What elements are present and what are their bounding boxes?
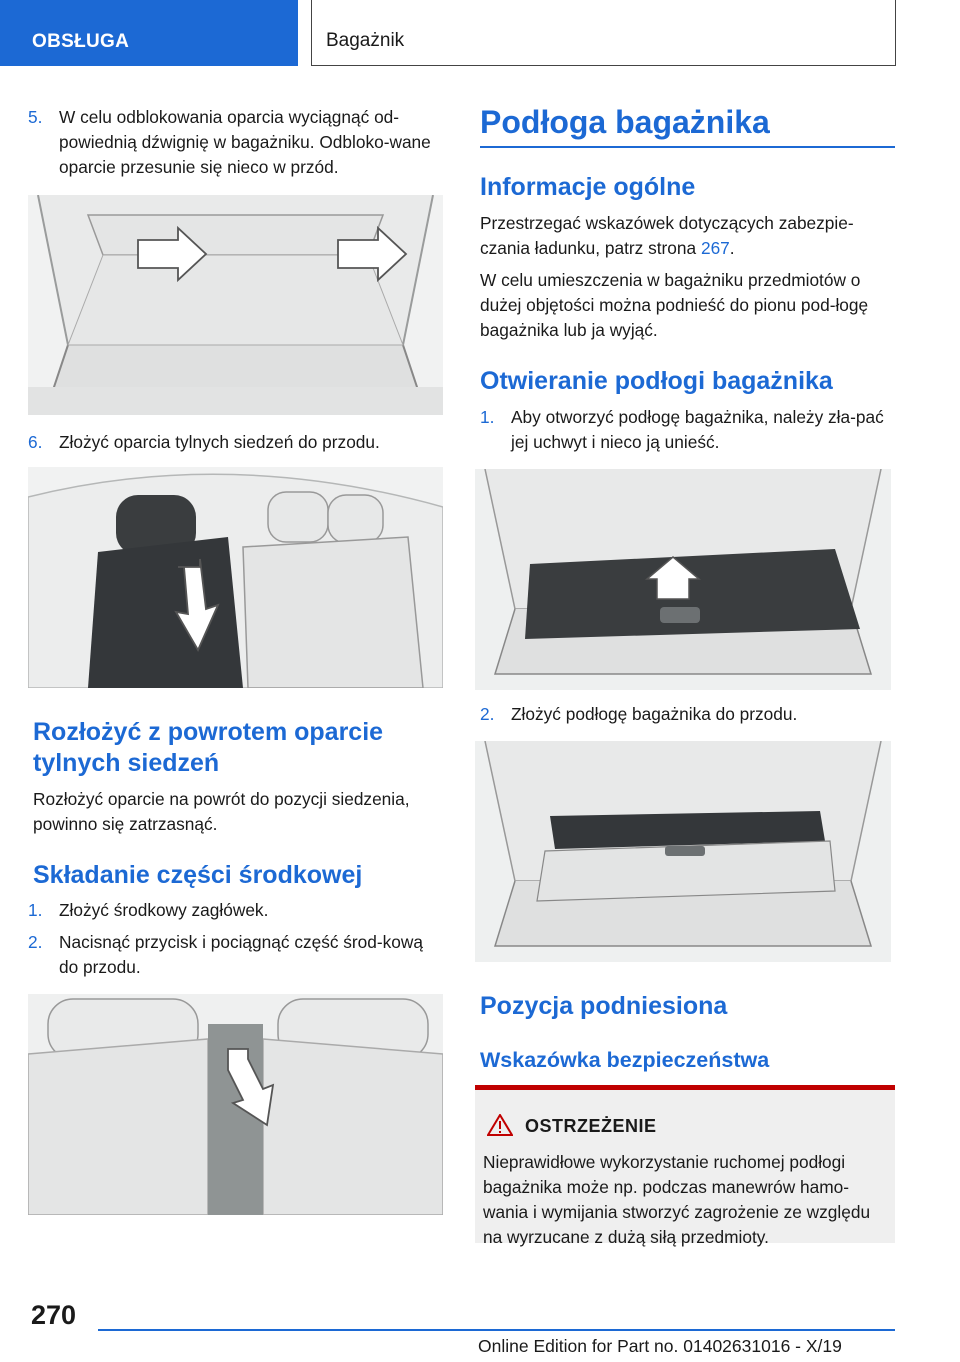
figure-center-section xyxy=(28,994,443,1215)
figure-lift-floor xyxy=(475,469,891,690)
chapter-label: Bagażnik xyxy=(326,30,405,51)
step-5 xyxy=(28,105,444,180)
paragraph-info-2: W celu umieszczenia w bagażniku przedmiotów o dużej objętości można podnieść do pionu pod-łogę bagażnika lub ja wyjąć. xyxy=(480,270,869,340)
step-number: 2. xyxy=(480,704,495,724)
step-number: 2. xyxy=(28,932,43,952)
step-text: Nacisnąć przycisk i pociągnąć część środ-kową do przodu. xyxy=(59,932,424,977)
page-title: Podłoga bagażnika xyxy=(480,104,770,140)
step-text: Złożyć oparcia tylnych siedzeń do przodu. xyxy=(59,432,380,452)
title-rule xyxy=(480,146,895,148)
heading-raised-position: Pozycja podniesiona xyxy=(480,992,728,1020)
warning-title: OSTRZEŻENIE xyxy=(525,1116,657,1136)
center-step-2 xyxy=(28,930,444,980)
footer-rule xyxy=(98,1329,895,1331)
heading-safety-note: Wskazówka bezpieczeństwa xyxy=(480,1048,770,1072)
step-text: Złożyć podłogę bagażnika do przodu. xyxy=(511,704,798,724)
paragraph-unfold: Rozłożyć oparcie na powrót do pozycji siedzenia, powinno się zatrzasnąć. xyxy=(33,789,410,834)
figure-trunk-release-levers xyxy=(28,195,443,415)
center-step-1 xyxy=(28,898,444,923)
step-number: 1. xyxy=(480,407,495,427)
page-link[interactable]: 267 xyxy=(700,238,730,258)
paragraph-info-1 xyxy=(480,211,898,261)
heading-unfold-seat: Rozłożyć z powrotem oparcie tylnych siedzeń xyxy=(33,718,384,777)
step-text: W celu odblokowania oparcia wyciągnąć od-powiednią dźwignię w bagażniku. Odbloko-wane oparcie przesunie się nieco w przód. xyxy=(59,107,431,177)
step-text: Aby otworzyć podłogę bagażnika, należy zła-pać jej uchwyt i nieco ją unieść. xyxy=(511,407,884,452)
paragraph-text: Przestrzegać wskazówek dotyczących zabezpie-czania ładunku, patrz strona xyxy=(480,213,854,258)
step-number: 6. xyxy=(28,432,43,452)
step-text: Złożyć środkowy zagłówek. xyxy=(59,900,269,920)
figure-fold-floor xyxy=(475,741,891,962)
paragraph-text: . xyxy=(729,238,735,258)
section-tab xyxy=(0,0,298,66)
warning-text: Nieprawidłowe wykorzystanie ruchomej podłogi bagażnika może np. podczas manewrów hamo-wania i wymijania stworzyć zagrożenie ze względu na wyrzucane z dużą siłą przedmioty. xyxy=(483,1152,871,1247)
heading-open-floor: Otwieranie podłogi bagażnika xyxy=(480,367,833,395)
section-label: OBSŁUGA xyxy=(32,31,130,52)
heading-center-fold: Składanie części środkowej xyxy=(33,861,363,889)
page-number: 270 xyxy=(31,1300,77,1330)
warning-box xyxy=(475,1085,895,1247)
step-6 xyxy=(28,430,444,455)
open-step-1 xyxy=(480,405,898,455)
edition-note: Online Edition for Part no. 01402631016 - X/19 xyxy=(478,1336,842,1356)
heading-general-info: Informacje ogólne xyxy=(480,173,696,201)
step-number: 5. xyxy=(28,107,43,127)
warning-triangle-icon xyxy=(487,1114,513,1141)
chapter-tab xyxy=(311,0,896,66)
figure-fold-seat-backs xyxy=(28,467,443,688)
open-step-2 xyxy=(480,702,898,727)
step-number: 1. xyxy=(28,900,43,920)
